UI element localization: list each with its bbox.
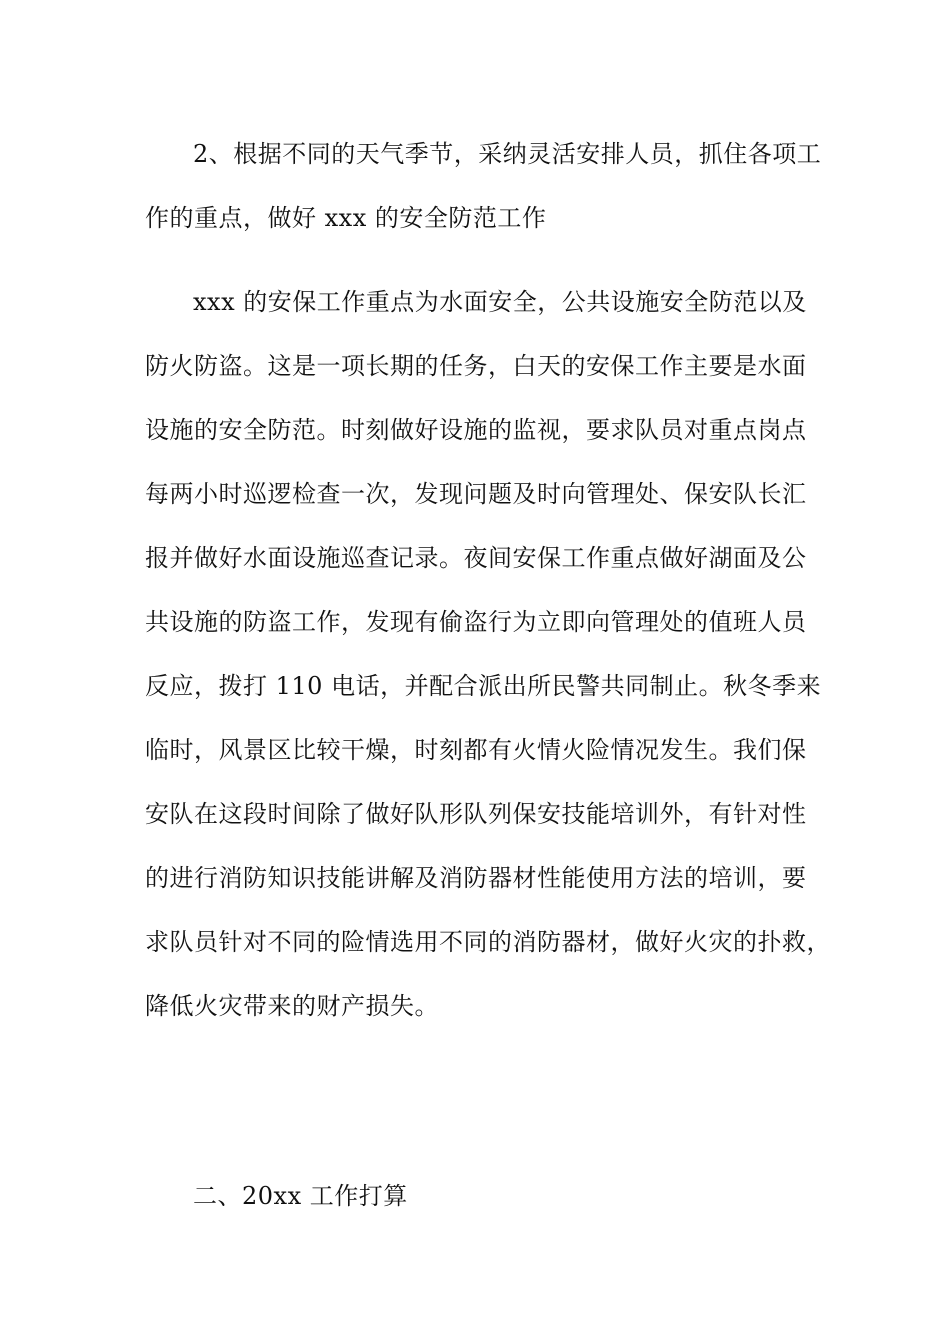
- paragraph-line: 反应，拨打 110 电话，并配合派出所民警共同制止。秋冬季来: [145, 672, 822, 700]
- paragraph-line: 防火防盗。这是一项长期的任务，白天的安保工作主要是水面: [145, 352, 807, 380]
- section-heading-line: 二、20xx 工作打算: [193, 1182, 408, 1210]
- paragraph-line: 安队在这段时间除了做好队形队列保安技能培训外，有针对性: [145, 800, 807, 828]
- paragraph-line: 每两小时巡逻检查一次，发现问题及时向管理处、保安队长汇: [145, 480, 807, 508]
- paragraph-safety-by-season: [145, 122, 835, 250]
- paragraph-security-focus: [145, 270, 835, 1038]
- paragraph-line: 报并做好水面设施巡查记录。夜间安保工作重点做好湖面及公: [145, 544, 807, 572]
- paragraph-line: 作的重点，做好 xxx 的安全防范工作: [145, 204, 547, 232]
- paragraph-line: 的进行消防知识技能讲解及消防器材性能使用方法的培训，要: [145, 864, 807, 892]
- paragraph-line: 共设施的防盗工作，发现有偷盗行为立即向管理处的值班人员: [145, 608, 807, 636]
- section-heading-work-plan: [145, 1164, 835, 1228]
- paragraph-line: 临时，风景区比较干燥，时刻都有火情火险情况发生。我们保: [145, 736, 807, 764]
- paragraph-line: 求队员针对不同的险情选用不同的消防器材，做好火灾的扑救，: [145, 928, 831, 956]
- paragraph-line: 2、根据不同的天气季节，采纳灵活安排人员，抓住各项工: [193, 140, 822, 168]
- paragraph-line: xxx 的安保工作重点为水面安全，公共设施安全防范以及: [193, 288, 807, 316]
- paragraph-line: 设施的安全防范。时刻做好设施的监视，要求队员对重点岗点: [145, 416, 807, 444]
- paragraph-line: 降低火灾带来的财产损失。: [145, 992, 439, 1020]
